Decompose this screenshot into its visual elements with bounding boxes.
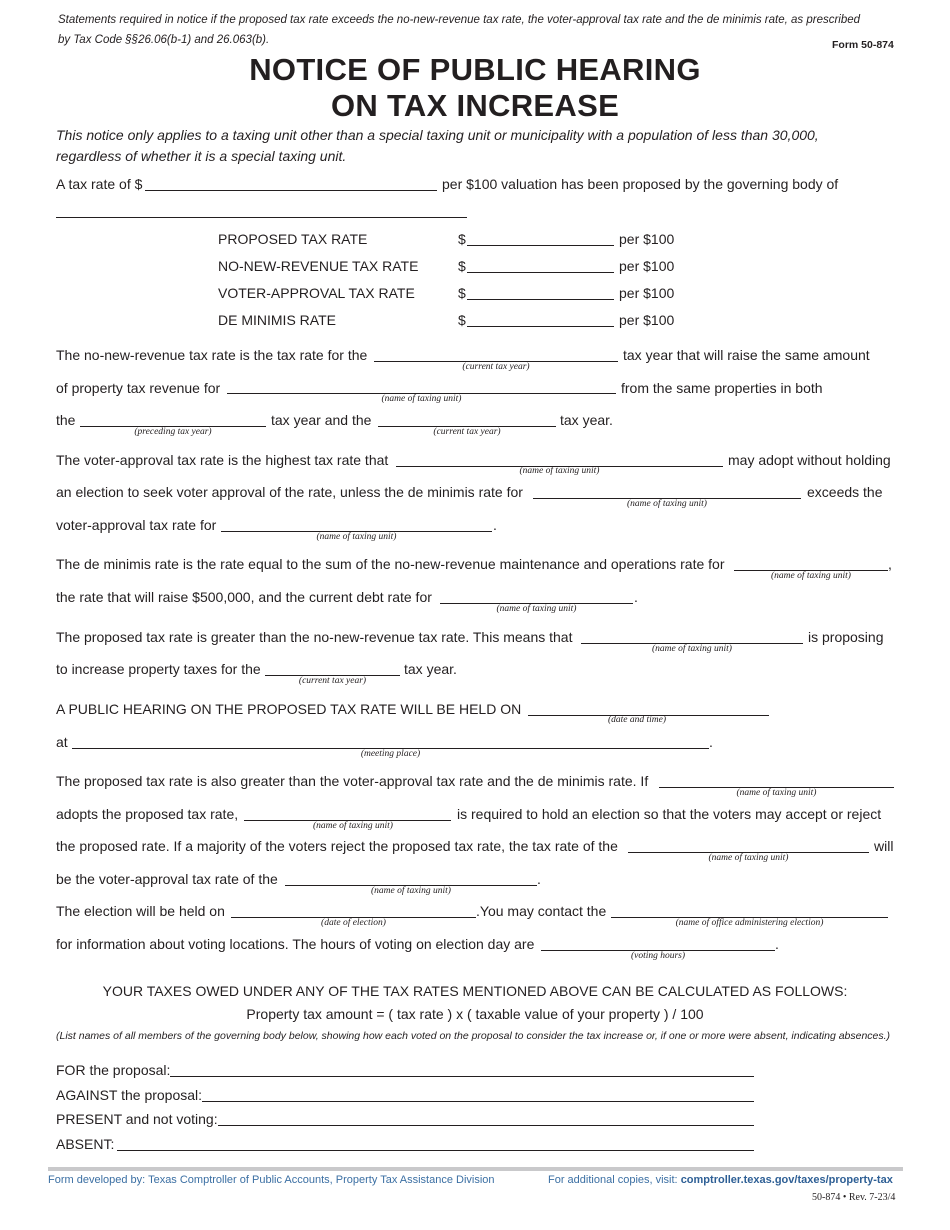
rate-currency: $ — [458, 285, 466, 301]
field-caption: (name of taxing unit) — [371, 886, 451, 896]
present-field[interactable] — [218, 1125, 754, 1126]
field-caption: (name of taxing unit) — [771, 571, 851, 581]
footer-copies — [548, 1174, 893, 1186]
for-label: FOR the proposal: — [56, 1062, 171, 1078]
dm-text: the rate that will raise $500,000, and the current debt rate for — [56, 589, 432, 605]
nnr-text: from the same properties in both — [621, 380, 823, 396]
calculation-heading: YOUR TAXES OWED UNDER ANY OF THE TAX RATES MENTIONED ABOVE CAN BE CALCULATED AS FOLLOWS: — [102, 983, 848, 999]
va-text: The voter-approval tax rate is the highest tax rate that — [56, 452, 389, 468]
nnr-text: tax year and the — [271, 412, 372, 428]
footer-copies-link[interactable]: comptroller.texas.gov/taxes/property-tax — [680, 1174, 893, 1186]
nnr-text: tax year that will raise the same amount — [623, 347, 870, 363]
governing-body-instruction: (List names of all members of the governing body below, showing how each voted on the proposal to consider the tax increase or, if one or more were absent, indicating absences.) — [56, 1030, 891, 1042]
election-text: The proposed tax rate is also greater than the voter-approval tax rate and the de minimis rate. If — [56, 773, 649, 789]
field-caption: (name of office administering election) — [675, 918, 824, 928]
pg-text: tax year. — [404, 661, 457, 677]
va-text: exceeds the — [807, 484, 883, 500]
absent-label: ABSENT: — [56, 1136, 115, 1152]
rate-label: DE MINIMIS RATE — [218, 312, 336, 328]
rate-value-field[interactable] — [467, 245, 614, 246]
statute-statement-line-1: Statements required in notice if the proposed tax rate exceeds the no-new-revenue tax rate, the voter-approval tax rate and the de minimis rate, as prescribed — [58, 14, 861, 26]
footer-divider — [48, 1167, 903, 1171]
rate-label: NO-NEW-REVENUE TAX RATE — [218, 258, 419, 274]
nnr-text: tax year. — [560, 412, 613, 428]
proposal-suffix: per $100 valuation has been proposed by the governing body of — [442, 176, 839, 192]
against-field[interactable] — [202, 1101, 754, 1102]
election-text: . — [537, 871, 541, 887]
rate-currency: $ — [458, 258, 466, 274]
field-caption: (name of taxing unit) — [736, 788, 817, 798]
field-caption: (current tax year) — [433, 427, 501, 437]
against-label: AGAINST the proposal: — [56, 1087, 203, 1103]
governing-body-field[interactable] — [56, 217, 467, 218]
rate-currency: $ — [458, 312, 466, 328]
va-text: may adopt without holding — [728, 452, 891, 468]
field-caption: (name of taxing unit) — [627, 499, 707, 509]
election-text: be the voter-approval tax rate of the — [56, 871, 278, 887]
rate-value-field[interactable] — [467, 326, 614, 327]
field-caption: (name of taxing unit) — [496, 604, 577, 614]
nnr-text: The no-new-revenue tax rate is the tax rate for the — [56, 347, 368, 363]
field-caption: (current tax year) — [298, 676, 367, 686]
election-text: the proposed rate. If a majority of the voters reject the proposed tax rate, the tax rate of the — [56, 838, 618, 854]
footer-copies-prefix: For additional copies, visit: — [548, 1174, 678, 1186]
form-revision: 50-874 • Rev. 7-23/4 — [812, 1192, 896, 1203]
proposal-prefix: A tax rate of $ — [56, 176, 143, 192]
field-caption: (name of taxing unit) — [519, 466, 600, 476]
election-text: The election will be held on — [56, 903, 225, 919]
dm-text: . — [634, 589, 638, 605]
for-field[interactable] — [170, 1076, 754, 1077]
election-text: adopts the proposed tax rate, — [56, 806, 239, 822]
pg-text: is proposing — [808, 629, 884, 645]
field-caption: (meeting place) — [360, 749, 421, 759]
rate-currency: $ — [458, 231, 466, 247]
nnr-text: the — [56, 412, 76, 428]
field-caption: (date of election) — [321, 918, 386, 928]
field-caption: (preceding tax year) — [134, 427, 212, 437]
field-caption: (name of taxing unit) — [316, 532, 397, 542]
hearing-text: . — [709, 734, 713, 750]
field-caption: (name of taxing unit) — [652, 644, 732, 654]
proposed-rate-field[interactable] — [145, 190, 437, 191]
footer-developed-by: Form developed by: Texas Comptroller of Public Accounts, Property Tax Assistance Division — [48, 1174, 495, 1186]
field-caption: (name of taxing unit) — [381, 394, 462, 404]
election-text: is required to hold an election so that the voters may accept or reject — [457, 806, 882, 822]
rate-value-field[interactable] — [467, 299, 614, 300]
rate-unit: per $100 — [619, 231, 675, 247]
applies-note-line-2: regardless of whether it is a special taxing unit. — [56, 148, 347, 164]
present-label: PRESENT and not voting: — [56, 1111, 218, 1127]
election-text: . — [775, 936, 779, 952]
form-number: Form 50-874 — [832, 39, 894, 51]
hearing-text: at — [56, 734, 68, 750]
rate-unit: per $100 — [619, 285, 675, 301]
election-text: will — [874, 838, 894, 854]
hearing-text: A PUBLIC HEARING ON THE PROPOSED TAX RATE WILL BE HELD ON — [56, 701, 522, 717]
pg-text: to increase property taxes for the — [56, 661, 261, 677]
rate-value-field[interactable] — [467, 272, 614, 273]
pg-text: The proposed tax rate is greater than the no-new-revenue tax rate. This means that — [56, 629, 573, 645]
rate-unit: per $100 — [619, 258, 675, 274]
rate-label: PROPOSED TAX RATE — [218, 231, 368, 247]
dm-text: , — [888, 556, 892, 572]
dm-text: The de minimis rate is the rate equal to the sum of the no-new-revenue maintenance and operations rate for — [56, 556, 725, 572]
absent-field[interactable] — [117, 1150, 754, 1151]
election-text: for information about voting locations. The hours of voting on election day are — [56, 936, 535, 952]
field-caption: (date and time) — [607, 715, 667, 725]
election-text: .You may contact the — [476, 903, 607, 919]
field-caption: (name of taxing unit) — [313, 821, 393, 831]
va-text: an election to seek voter approval of the rate, unless the de minimis rate for — [56, 484, 523, 500]
calculation-formula: Property tax amount = ( tax rate ) x ( taxable value of your property ) / 100 — [246, 1006, 704, 1022]
field-caption: (voting hours) — [630, 951, 686, 961]
va-text: voter-approval tax rate for — [56, 517, 217, 533]
applies-note-line-1: This notice only applies to a taxing unit other than a special taxing unit or municipality with a population of less than 30,000, — [56, 127, 819, 143]
va-text: . — [493, 517, 497, 533]
title-line-1: NOTICE OF PUBLIC HEARING — [249, 52, 701, 87]
statute-statement-line-2: by Tax Code §§26.06(b-1) and 26.063(b). — [58, 34, 270, 46]
field-caption: (current tax year) — [462, 362, 530, 372]
field-caption: (name of taxing unit) — [708, 853, 789, 863]
rate-label: VOTER-APPROVAL TAX RATE — [218, 285, 415, 301]
nnr-text: of property tax revenue for — [56, 380, 221, 396]
rate-unit: per $100 — [619, 312, 675, 328]
title-line-2: ON TAX INCREASE — [330, 88, 620, 123]
